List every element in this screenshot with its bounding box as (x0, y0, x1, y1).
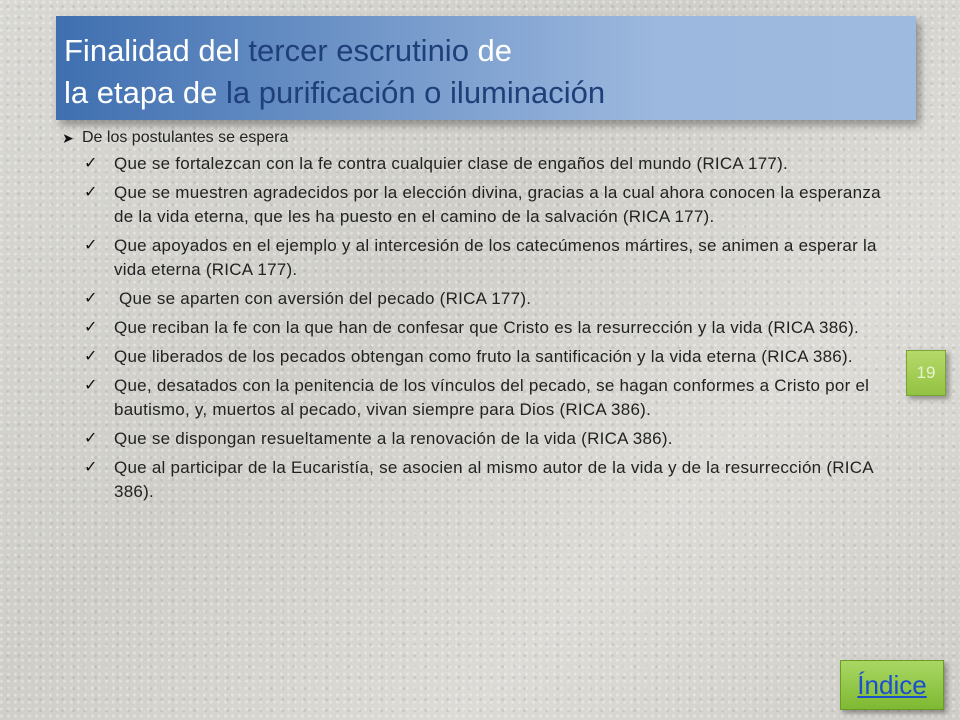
list-item (62, 374, 882, 422)
checklist (62, 152, 882, 504)
index-link[interactable]: Índice (857, 669, 927, 700)
list-item (62, 456, 882, 504)
checkmark-icon: ✓ (84, 430, 98, 447)
page-number-badge (906, 350, 946, 396)
list-item-text: Que se aparten con aversión del pecado (RICA 177). (114, 289, 532, 308)
list-item-text: Que liberados de los pecados obtengan como fruto la santificación y la vida eterna (RICA 386). (114, 347, 853, 366)
list-item-text: Que, desatados con la penitencia de los vínculos del pecado, se hagan conformes a Cristo por el bautismo, y, muertos al pecado, vivan siempre para Dios (RICA 386). (114, 376, 870, 419)
slide-content (62, 126, 882, 509)
list-item (62, 152, 882, 176)
title-part: la etapa de (64, 75, 227, 110)
arrow-bullet-icon: ➤ (62, 129, 74, 146)
checkmark-icon: ✓ (84, 459, 98, 476)
list-item-text: Que apoyados en el ejemplo y al intercesión de los catecúmenos mártires, se animen a esperar la vida eterna (RICA 177). (114, 236, 877, 279)
title-line-1 (64, 30, 904, 72)
checkmark-icon: ✓ (84, 290, 98, 307)
checkmark-icon: ✓ (84, 184, 98, 201)
list-item (62, 234, 882, 282)
page-number: 19 (916, 363, 936, 382)
title-accent: tercer escrutinio (248, 33, 469, 68)
list-item-text: Que se dispongan resueltamente a la renovación de la vida (RICA 386). (114, 429, 673, 448)
title-part: Finalidad del (64, 33, 249, 68)
checkmark-icon: ✓ (84, 348, 98, 365)
list-item-text: Que reciban la fe con la que han de confesar que Cristo es la resurrección y la vida (RICA 386). (114, 318, 859, 337)
lead-bullet (62, 126, 882, 150)
title-part: de (468, 33, 513, 68)
list-item (62, 316, 882, 340)
title-accent: la purificación o iluminación (226, 75, 606, 110)
list-item-text: Que al participar de la Eucaristía, se asocien al mismo autor de la vida y de la resurrección (RICA 386). (114, 458, 873, 501)
title-line-2 (64, 72, 904, 114)
checkmark-icon: ✓ (84, 377, 98, 394)
index-link-button[interactable] (840, 660, 944, 710)
checkmark-icon: ✓ (84, 237, 98, 254)
list-item (62, 287, 882, 311)
checkmark-icon: ✓ (84, 155, 98, 172)
slide-title-box (56, 16, 916, 120)
list-item (62, 181, 882, 229)
list-item-text: Que se muestren agradecidos por la elección divina, gracias a la cual ahora conocen la esperanza de la vida eterna, que les ha puesto en el camino de la salvación (RICA 177). (114, 183, 881, 226)
checkmark-icon: ✓ (84, 319, 98, 336)
list-item (62, 427, 882, 451)
lead-text: De los postulantes se espera (82, 129, 289, 146)
list-item (62, 345, 882, 369)
list-item-text: Que se fortalezcan con la fe contra cualquier clase de engaños del mundo (RICA 177). (114, 154, 788, 173)
